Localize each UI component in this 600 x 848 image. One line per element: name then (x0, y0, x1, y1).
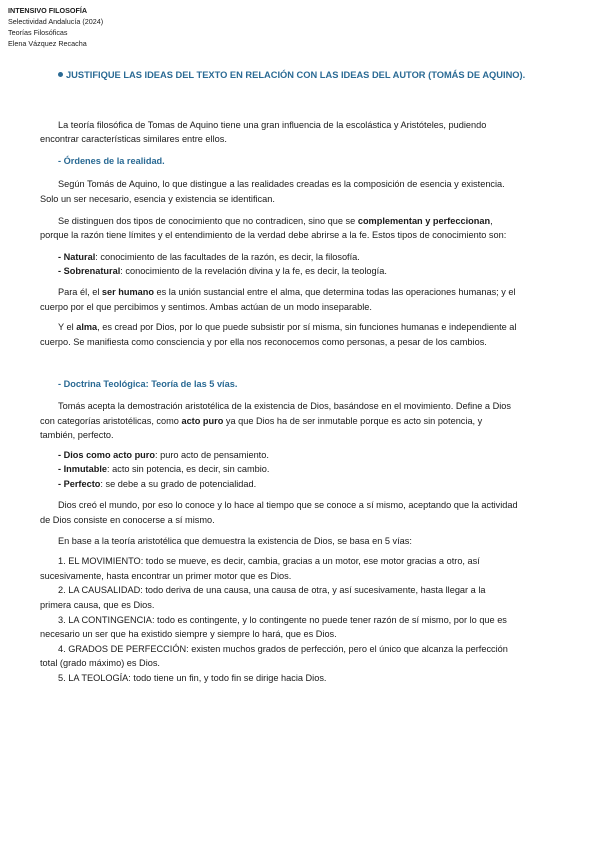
section-title-doctrina: - Doctrina Teológica: Teoría de las 5 vías. (58, 379, 238, 390)
bullet-icon (58, 72, 63, 77)
list-conocimiento (58, 250, 518, 279)
list-item-via-4: 4. GRADOS DE PERFECCIÓN: existen muchos grados de perfección, pero el único que alcanza la perfección total (grado máximo) es Dios. (40, 643, 508, 669)
list-item: - Sobrenatural: conocimiento de la revelación divina y la fe, es decir, la teología. (58, 266, 387, 277)
author-name: Elena Vázquez Recacha (8, 39, 87, 48)
list-item: - Dios como acto puro: puro acto de pensamiento. (58, 449, 269, 460)
document-body (40, 68, 526, 686)
paragraph-cinco-vias: En base a la teoría aristotélica que demuestra la existencia de Dios, se basa en 5 vías: (58, 535, 412, 546)
course-title: INTENSIVO FILOSOFÍA (8, 6, 88, 15)
document-header (8, 5, 103, 49)
list-item: - Natural: conocimiento de las facultades de la razón, es decir, la filosofía. (58, 251, 360, 262)
main-title: JUSTIFIQUE LAS IDEAS DEL TEXTO EN RELACIÓN CON LAS IDEAS DEL AUTOR (TOMÁS DE AQUINO). (58, 68, 518, 83)
exam-label: Selectividad Andalucía (2024) (8, 17, 104, 26)
paragraph-conocimiento: Se distinguen dos tipos de conocimiento que no contradicen, sino que se complementan y perfeccionan, porque la razón tiene límites y el entendimiento de la verdad debe abrirse a la fe. Estos tipos de conocimiento son: (40, 215, 507, 241)
paragraph-ser-humano: Para él, el ser humano es la unión sustancial entre el alma, que determina todas las operaciones humanas; y el cuerpo por el que percibimos y sentimos. Ambas actúan de un modo inseparable. (40, 286, 516, 312)
list-atributos (58, 448, 518, 492)
list-item-via-2: 2. LA CAUSALIDAD: todo deriva de una causa, una causa de otra, y así sucesivamente, hasta llegar a la primera causa, que es Dios. (40, 585, 486, 611)
paragraph-acto-puro: Tomás acepta la demostración aristotélica de la existencia de Dios, basándose en el movimiento. Define a Dios con categorías aristotélicas, como acto puro ya que Dios ha de ser inmutable porque es acto sin potencia, y también, perfecto. (40, 400, 511, 441)
list-item-via-5: 5. LA TEOLOGÍA: todo tiene un fin, y todo fin se dirige hacia Dios. (58, 673, 327, 683)
section-title-ordenes: - Órdenes de la realidad. (58, 155, 165, 166)
list-item: - Inmutable: acto sin potencia, es decir, sin cambio. (58, 464, 270, 475)
intro-paragraph: La teoría filosófica de Tomas de Aquino tiene una gran influencia de la escolástica y Aristóteles, pudiendo encontrar características similares entre ellos. (40, 119, 487, 145)
list-vias (40, 554, 518, 685)
subject-label: Teorías Filosóficas (8, 28, 68, 37)
paragraph-alma: Y el alma, es cread por Dios, por lo que puede subsistir por sí misma, sin funciones humanas e independiente al cuerpo. Se manifiesta como consciencia y por ella nos reconocemos como personas, a pesar de los cambios. (40, 322, 517, 347)
paragraph-creacion: Dios creó el mundo, por eso lo conoce y lo hace al tiempo que se conoce a sí mismo, aceptando que la actividad de Dios consiste en conocerse a sí mismo. (40, 500, 518, 526)
list-item-via-3: 3. LA CONTINGENCIA: todo es contingente, y lo contingente no puede tener razón de sí mismo, por lo que es necesario un ser que ha existido siempre y siempre lo hará, que es Dios. (40, 614, 507, 640)
paragraph-esencia: Según Tomás de Aquino, lo que distingue a las realidades creadas es la composición de esencia y existencia. Solo un ser necesario, esencia y existencia se identifican. (40, 179, 505, 204)
list-item-via-1: 1. EL MOVIMIENTO: todo se mueve, es decir, cambia, gracias a un motor, ese motor gracias a otro, así sucesivamente, hasta encontrar un primer motor que es Dios. (40, 556, 480, 581)
list-item: - Perfecto: se debe a su grado de potencialidad. (58, 478, 257, 489)
